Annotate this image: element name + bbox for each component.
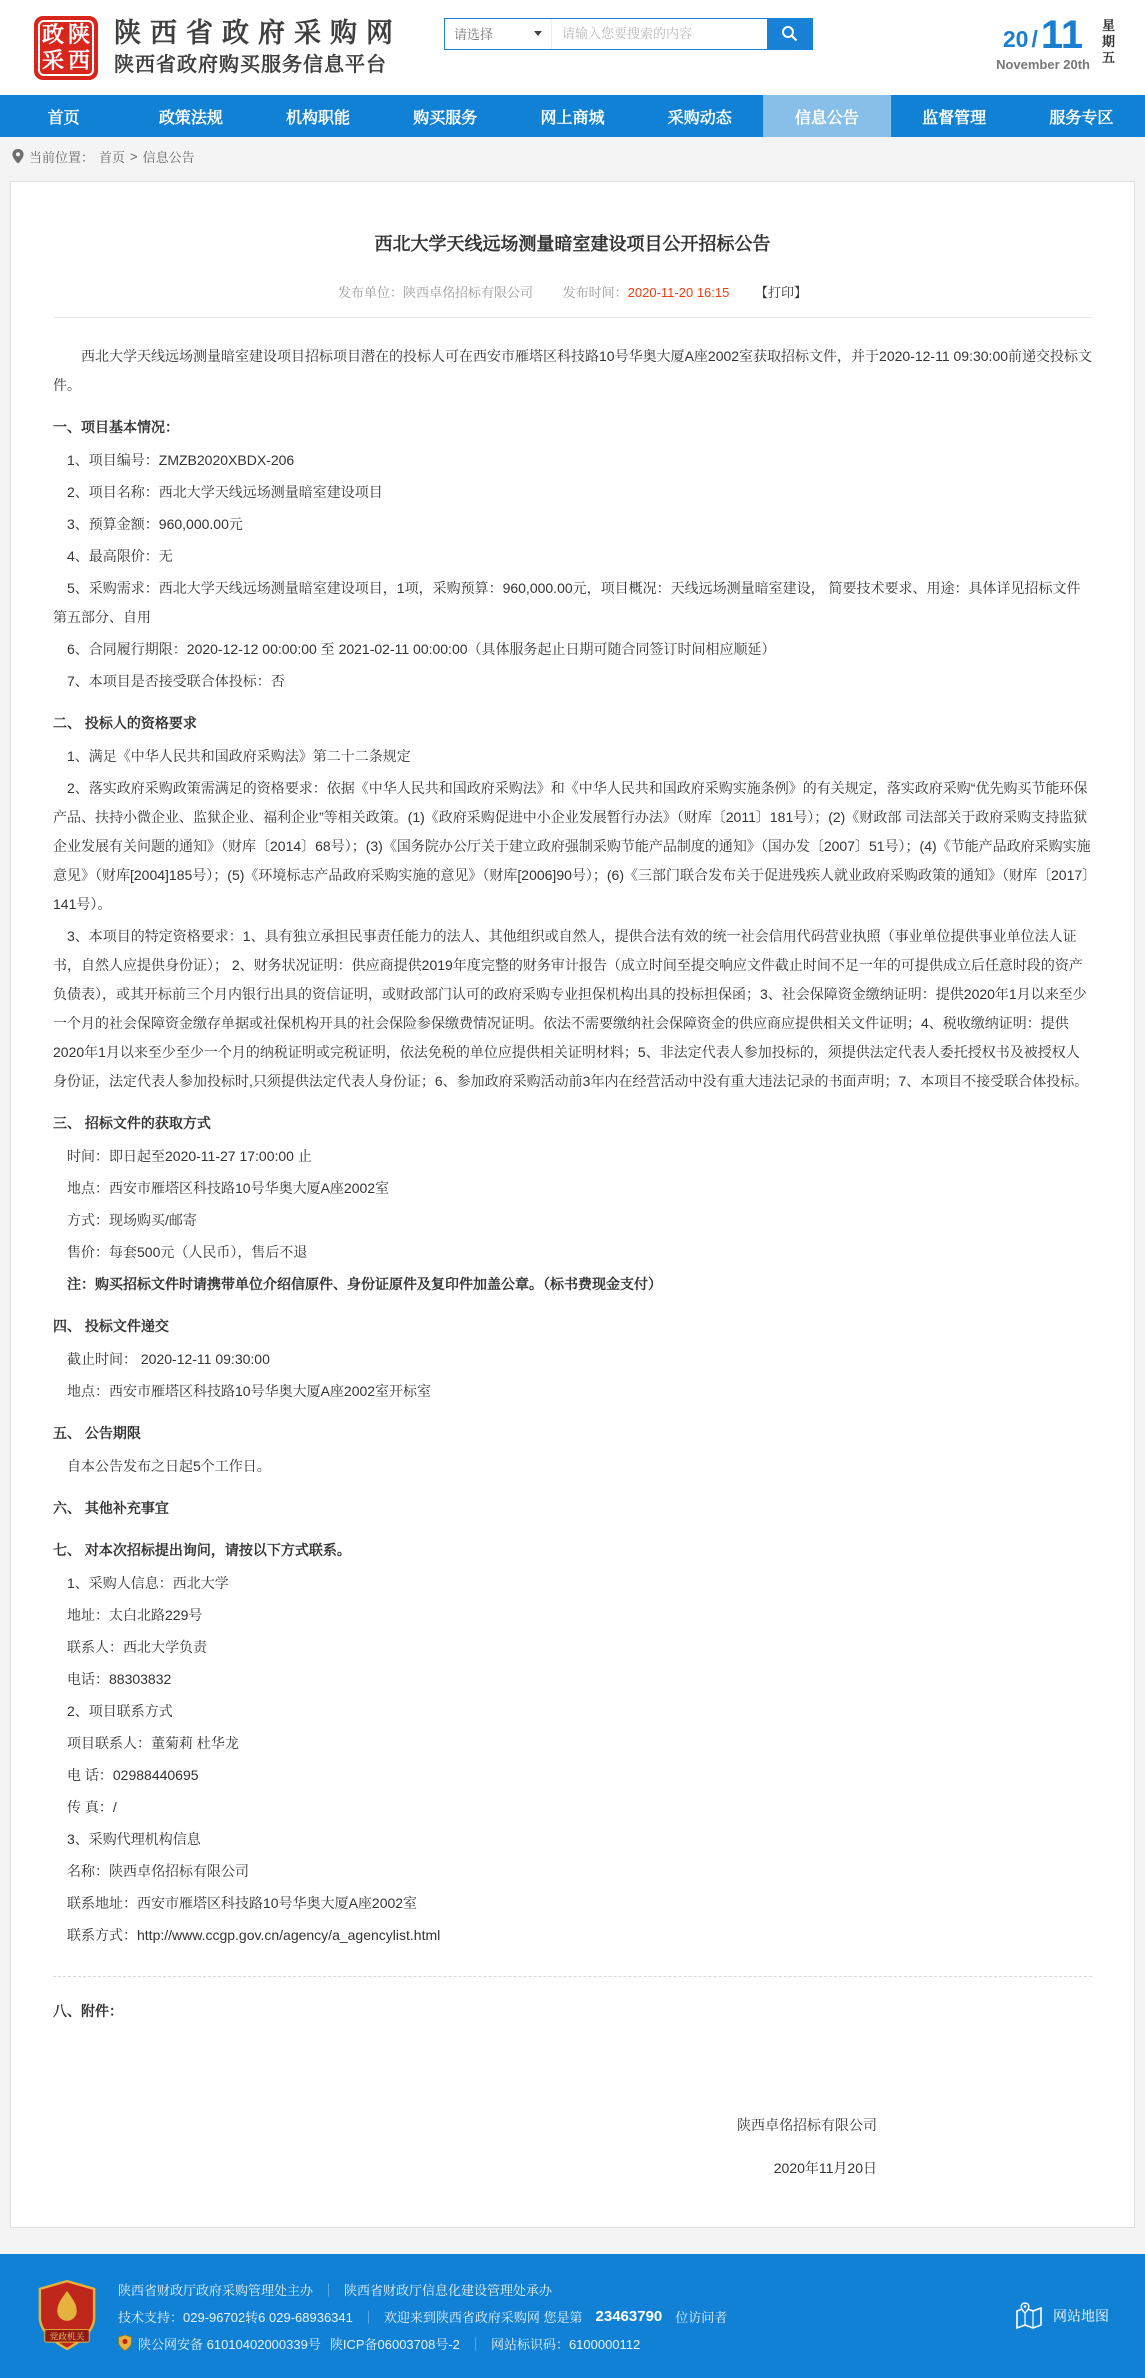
content-block: 名称：陕西卓佲招标有限公司: [67, 1863, 249, 1879]
government-emblem-icon: [36, 2279, 98, 2353]
breadcrumb-label: 当前位置：: [29, 149, 95, 165]
chevron-down-icon: [534, 31, 542, 36]
sitemap-label: 网站地图: [1053, 2308, 1109, 2324]
content-block: 二、 投标人的资格要求: [53, 715, 197, 731]
content-block: 八、附件：: [53, 2003, 123, 2019]
content-block: 西北大学天线远场测量暗室建设项目招标项目潜在的投标人可在西安市雁塔区科技路10号华奥大厦A座2002室获取招标文件，并于2020-12-11 09:30:00前递交投标文件。: [53, 348, 1093, 393]
content-block: 一、项目基本情况：: [53, 419, 179, 435]
sitemap-link[interactable]: [1014, 2302, 1109, 2330]
logo-char: 陕: [67, 21, 90, 47]
search-button[interactable]: [767, 19, 812, 49]
breadcrumb-current: 信息公告: [142, 149, 195, 165]
publisher-name: 陕西卓佲招标有限公司: [403, 285, 534, 300]
content-block: 电话：88303832: [67, 1671, 172, 1687]
content-block: 联系地址：西安市雁塔区科技路10号华奥大厦A座2002室: [67, 1895, 418, 1911]
content-block: 地址：太白北路229号: [67, 1607, 203, 1623]
content-block: [53, 2030, 1092, 2108]
date-widget: [996, 12, 1117, 72]
nav-item[interactable]: 首页: [47, 109, 80, 127]
footer-co-organizer: 陕西省财政厅信息化建设管理处承办: [344, 2282, 553, 2298]
content-block: 3、本项目的特定资格要求：1、具有独立承担民事责任能力的法人、其他组织或自然人，提供合法有效的统一社会信用代码营业执照（事业单位提供事业单位法人证书，自然人应提供身份证）； 2、财务状况证明：供应商提供2019年度完整的财务审计报告（成立时间至提交响应文件截止时间不足一年的可提供成立后任意时段的资产负债表），或其开标前三个月内银行出具的资信证明，或财政部门认可的政府采购专业担保机构出具的投标担保函；3、社会保障资金缴纳证明：提供2020年1月以来至少一个月的社会保障资金缴存单据或社保机构开具的社会保险参保缴费情况证明。依法不需要缴纳社会保障资金的供应商应提供相关文件证明；4、税收缴纳证明：提供2020年1月以来至少至少一个月的纳税证明或完税证明，依法免税的单位应提供相关证明材料；5、非法定代表人参加投标的，须提供法定代表人委托授权书及被授权人身份证，法定代表人参加投标时,只须提供法定代表人身份证；6、参加政府采购活动前3年内在经营活动中没有重大违法记录的书面声明；7、本项目不接受联合体投标。: [53, 928, 1089, 1089]
main-nav: [0, 95, 1145, 137]
page-title: 西北大学天线远场测量暗室建设项目公开招标公告: [374, 234, 771, 254]
search-category-value: 请选择: [454, 27, 494, 42]
content-block: 陕西卓佲招标有限公司: [737, 2117, 877, 2133]
nav-item[interactable]: 机构职能: [286, 109, 351, 127]
publisher-label: 发布单位：: [338, 285, 404, 300]
content-block: 自本公告发布之日起5个工作日。: [67, 1458, 271, 1474]
date-numbers: [996, 12, 1090, 72]
content-block: [53, 1976, 1092, 1977]
content-block: 传 真：/: [67, 1799, 117, 1815]
content-block: 时间：即日起至2020-11-27 17:00:00 止: [67, 1148, 312, 1164]
content-block: 3、采购代理机构信息: [67, 1831, 201, 1847]
nav-item[interactable]: 服务专区: [1049, 109, 1114, 127]
content-block: 四、 投标文件递交: [53, 1318, 169, 1334]
footer-organizer-row: [118, 2280, 727, 2299]
search-category-select[interactable]: [445, 19, 552, 49]
announcement-body: [53, 318, 1092, 2183]
location-pin-icon: [12, 149, 24, 164]
content-block: 2、落实政府采购政策需满足的资格要求：依据《中华人民共和国政府采购法》和《中华人民共和国政府采购实施条例》的有关规定，落实政府采购“优先购买节能环保产品、扶持小微企业、监狱企业、福利企业”等相关政策。(1)《政府采购促进中小企业发展暂行办法》（财库〔2011〕181号）；(2)《财政部 司法部关于政府采购支持监狱企业发展有关问题的通知》（财库〔2014〕68号）；(3)《国务院办公厅关于建立政府强制采购节能产品制度的通知》（国办发〔2007〕51号）；(4)《节能产品政府采购实施意见》（财库[2004]185号）；(5)《环境标志产品政府采购实施的意见》（财库[2006]90号）；(6)《三部门联合发布关于促进残疾人就业政府采购政策的通知》（财库〔2017〕141号）。: [53, 780, 1091, 912]
site-code: 网站标识码：6100000112: [490, 2336, 641, 2352]
date-weekday: 星期五: [1102, 17, 1116, 65]
nav-item[interactable]: 监督管理: [922, 109, 987, 127]
footer-welcome-suffix: 位访问者: [675, 2309, 728, 2325]
footer-support-row: [118, 2307, 727, 2326]
content-block: 7、本项目是否接受联合体投标：否: [67, 673, 285, 689]
top-header: [0, 0, 1145, 95]
publish-info-row: [53, 282, 1092, 318]
search-icon: [781, 25, 798, 42]
content-block: 电 话：02988440695: [67, 1767, 199, 1783]
content-block: 注：购买招标文件时请携带单位介绍信原件、身份证原件及复印件加盖公章。（标书费现金支付）: [67, 1276, 662, 1292]
breadcrumb-separator: >: [130, 148, 138, 164]
nav-item[interactable]: 购买服务: [413, 109, 478, 127]
site-subtitle: 陕西省政府购买服务信息平台: [114, 53, 387, 76]
print-button[interactable]: 【打印】: [754, 285, 807, 300]
footer-divider: ｜: [468, 2336, 482, 2352]
date-day: 20: [1002, 25, 1029, 52]
footer-organizer: 陕西省财政厅政府采购管理处主办: [118, 2282, 314, 2298]
publish-time-label: 发布时间：: [562, 285, 628, 300]
security-record-text: 陕公网安备 61010402000339号: [138, 2336, 321, 2352]
logo-char: 西: [67, 47, 90, 73]
content-block: 联系人：西北大学负责: [67, 1639, 207, 1655]
content-block: 项目联系人：董菊莉 杜华龙: [67, 1735, 239, 1751]
police-badge-icon: [118, 2335, 132, 2351]
content-block: 2020年11月20日: [773, 2160, 877, 2176]
content-block: 6、合同履行期限：2020-12-12 00:00:00 至 2021-02-11 00:00:00（具体服务起止日期可随合同签订时间相应顺延）: [67, 641, 776, 657]
content-block: 5、采购需求：西北大学天线远场测量暗室建设项目，1项，采购预算：960,000.00元，项目概况：天线远场测量暗室建设， 简要技术要求、用途：具体详见招标文件第五部分、自用: [53, 580, 1081, 625]
content-block: 售价：每套500元（人民币），售后不退: [67, 1244, 308, 1260]
publish-time: 2020-11-20 16:15: [627, 285, 730, 300]
site-name: 陕西省政府采购网: [114, 17, 402, 48]
content-block: 联系方式：http://www.ccgp.gov.cn/agency/a_agencylist.html: [67, 1927, 441, 1943]
content-block: 七、 对本次招标提出询问，请按以下方式联系。: [53, 1542, 351, 1558]
footer-divider: ｜: [322, 2282, 336, 2298]
security-record-link[interactable]: [118, 2334, 321, 2353]
content-block: 3、预算金额：960,000.00元: [67, 516, 243, 532]
content-block: 2、项目联系方式: [67, 1703, 173, 1719]
date-slash: /: [1031, 25, 1038, 52]
footer-record-row: [118, 2334, 727, 2353]
nav-item[interactable]: 采购动态: [667, 109, 732, 127]
content-block: 五、 公告期限: [53, 1425, 141, 1441]
sitemap-map-icon: [1014, 2302, 1044, 2330]
svg-text:党政机关: 党政机关: [49, 2331, 85, 2342]
search-bar: [444, 18, 813, 50]
logo-char: 政: [41, 21, 64, 47]
icp-record-link[interactable]: 陕ICP备06003708号-2: [329, 2336, 460, 2352]
nav-item[interactable]: 网上商城: [540, 109, 605, 127]
footer-tech-support: 技术支持：029-96702转6 029-68936341: [118, 2309, 353, 2325]
content-block: 2、项目名称：西北大学天线远场测量暗室建设项目: [67, 484, 383, 500]
content-block: 1、项目编号：ZMZB2020XBDX-206: [67, 452, 295, 468]
nav-item[interactable]: 信息公告: [763, 95, 890, 137]
footer-text-lines: [118, 2280, 727, 2353]
content-block: 三、 招标文件的获取方式: [53, 1115, 211, 1131]
search-input[interactable]: [552, 19, 767, 49]
site-logo-seal: [38, 20, 94, 76]
breadcrumb: [0, 137, 1145, 175]
site-titles: [114, 18, 402, 78]
page-footer: [0, 2254, 1145, 2378]
content-block: 截止时间： 2020-12-11 09:30:00: [67, 1351, 270, 1367]
content-block: 六、 其他补充事宜: [53, 1500, 169, 1516]
content-block: 方式：现场购买/邮寄: [67, 1212, 197, 1228]
footer-welcome-prefix: 欢迎来到陕西省政府采购网 您是第: [383, 2309, 583, 2325]
main-content: [0, 175, 1145, 2254]
breadcrumb-home-link[interactable]: 首页: [99, 149, 126, 165]
content-block: 1、采购人信息：西北大学: [67, 1575, 229, 1591]
nav-item[interactable]: 政策法规: [158, 109, 223, 127]
date-month-name: November: [996, 56, 1060, 72]
date-day-ordinal: 20th: [1063, 56, 1090, 72]
content-block: 地点：西安市雁塔区科技路10号华奥大厦A座2002室开标室: [67, 1383, 432, 1399]
content-block: 地点：西安市雁塔区科技路10号华奥大厦A座2002室: [67, 1180, 390, 1196]
site-logo[interactable]: [34, 16, 98, 80]
visitor-count: 23463790: [595, 2307, 663, 2325]
announcement-card: [10, 181, 1135, 2228]
date-month: 11: [1040, 12, 1084, 57]
logo-char: 采: [41, 47, 64, 73]
content-block: 4、最高限价：无: [67, 548, 173, 564]
footer-divider: ｜: [361, 2309, 375, 2325]
content-block: 1、满足《中华人民共和国政府采购法》第二十二条规定: [67, 748, 411, 764]
